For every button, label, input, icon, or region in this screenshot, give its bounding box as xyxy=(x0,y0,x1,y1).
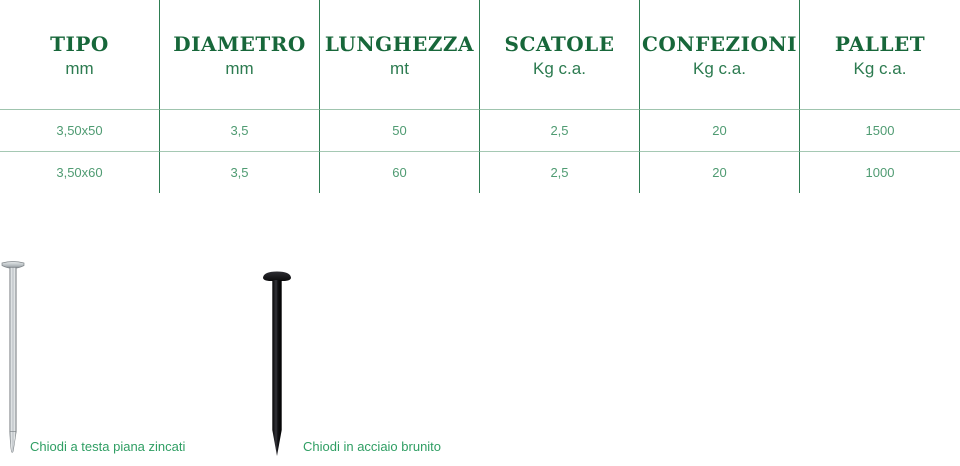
table-cell-diametro-r2: 3,5 xyxy=(160,152,320,193)
column-unit-tipo: mm xyxy=(65,59,94,78)
column-unit-lunghezza: mt xyxy=(390,59,409,78)
column-unit-confezioni: Kg c.a. xyxy=(693,59,746,78)
figure-caption-zinc: Chiodi a testa piana zincati xyxy=(30,439,186,454)
column-title-scatole: SCATOLE xyxy=(504,32,615,56)
header-cell-pallet xyxy=(800,0,960,110)
table-cell-scatole-r2: 2,5 xyxy=(480,152,640,193)
column-title-lunghezza: LUNGHEZZA xyxy=(324,32,475,56)
column-unit-scatole: Kg c.a. xyxy=(533,59,586,78)
header-cell-diametro xyxy=(160,0,320,110)
header-cell-tipo xyxy=(0,0,160,110)
column-title-diametro: DIAMETRO xyxy=(173,32,306,56)
flat-head-zinc-nail-icon xyxy=(0,256,30,458)
header-cell-scatole xyxy=(480,0,640,110)
table-cell-confezioni-r2: 20 xyxy=(640,152,800,193)
table-cell-scatole-r1: 2,5 xyxy=(480,110,640,152)
figure-caption-burnished: Chiodi in acciaio brunito xyxy=(303,439,442,454)
column-unit-diametro: mm xyxy=(225,59,254,78)
table-cell-lunghezza-r2: 60 xyxy=(320,152,480,193)
table-cell-tipo-r1: 3,50x50 xyxy=(0,110,160,152)
table-cell-tipo-r2: 3,50x60 xyxy=(0,152,160,193)
column-title-tipo: TIPO xyxy=(50,32,109,56)
column-title-confezioni: CONFEZIONI xyxy=(641,32,798,56)
header-cell-confezioni xyxy=(640,0,800,110)
column-title-pallet: PALLET xyxy=(834,32,926,56)
spec-table xyxy=(0,0,960,193)
burnished-steel-nail-icon xyxy=(256,268,300,460)
header-cell-lunghezza xyxy=(320,0,480,110)
table-cell-diametro-r1: 3,5 xyxy=(160,110,320,152)
table-cell-lunghezza-r1: 50 xyxy=(320,110,480,152)
column-unit-pallet: Kg c.a. xyxy=(853,59,907,78)
table-cell-confezioni-r1: 20 xyxy=(640,110,800,152)
table-cell-pallet-r1: 1500 xyxy=(800,110,960,152)
table-cell-pallet-r2: 1000 xyxy=(865,165,895,180)
